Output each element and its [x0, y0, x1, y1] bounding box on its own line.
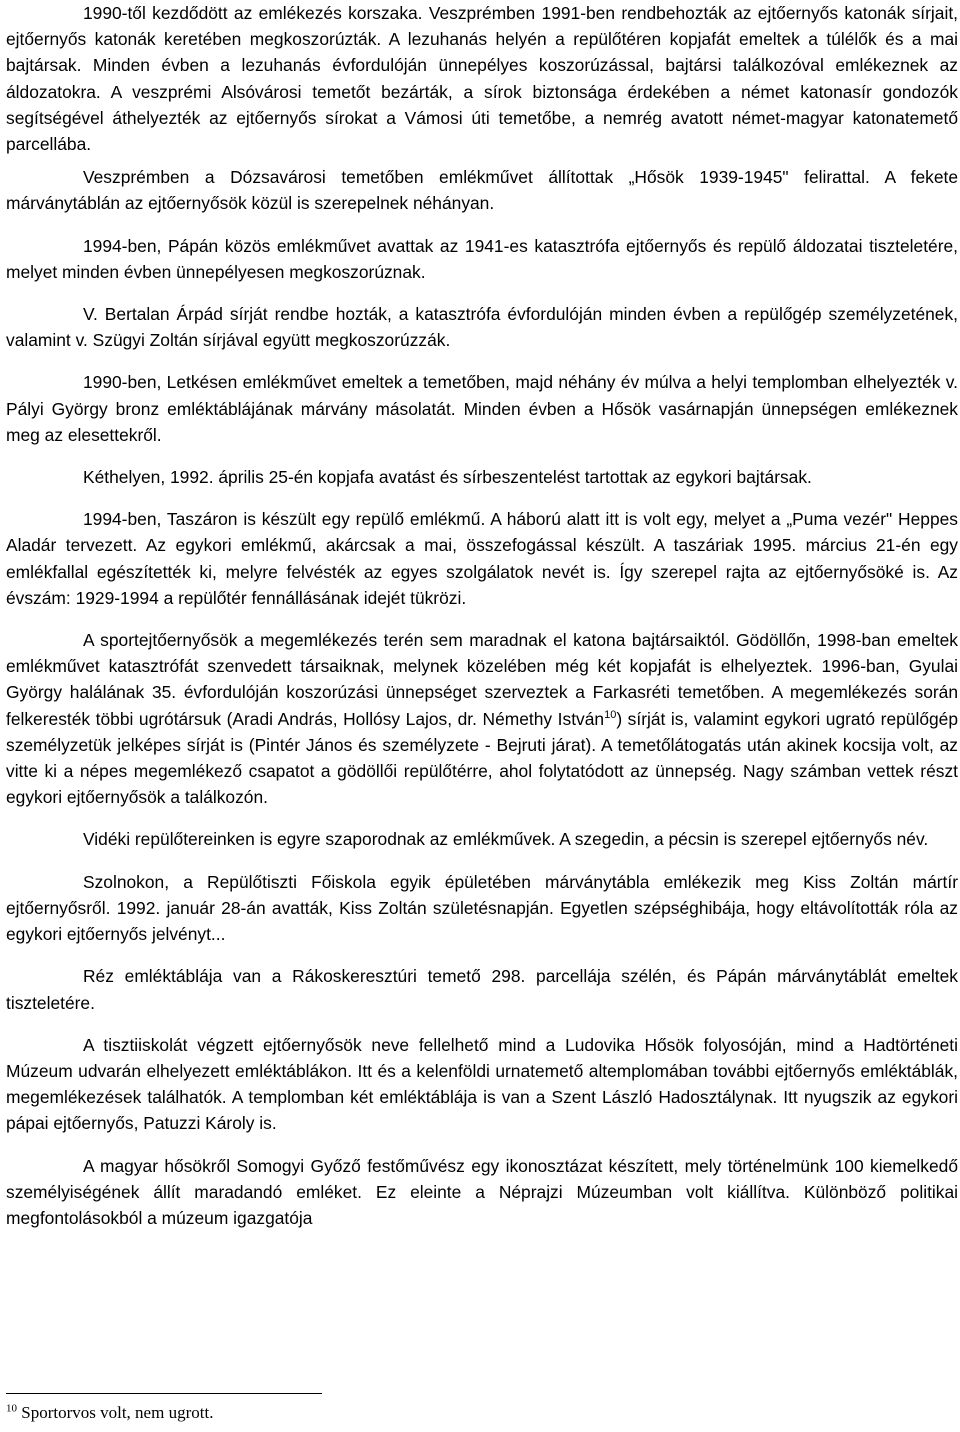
paragraph-taszar: 1994-ben, Taszáron is készült egy repülő emlékmű. A háború alatt itt is volt egy, melyet a „Puma vezér" Heppes Aladár tervezett. Az egykori emlékmű, akárcsak a mai, összefogással készült. A taszáriak 1995. március 21-én egy emlékfallal egészítették ki, melyre felvésték az egyes szolgálatok nevét is. Így szerepel rajta az ejtőernyősöké is. Az évszám: 1929-1994 a repülőtér fennállásának idejét tükrözi. — [6, 509, 958, 608]
document-page — [6, 0, 958, 1231]
footnote-text: Sportorvos volt, nem ugrott. — [21, 1403, 214, 1422]
footnote-reference[interactable]: 10 — [604, 708, 617, 721]
paragraph-bertalan-grave: V. Bertalan Árpád sírját rendbe hozták, a katasztrófa évfordulóján minden évben a repülőgép személyzetének, valamint v. Szügyi Zoltán sírjával együtt megkoszorúzzák. — [6, 304, 958, 351]
paragraph-kethely: Kéthelyen, 1992. április 25-én kopjafa avatást és sírbeszentelést tartottak az egykori bajtársak. — [83, 467, 812, 488]
paragraph-rakoskeresztur: Réz emléktáblája van a Rákoskeresztúri temető 298. parcellája szélén, és Pápán márványtáblát emeltek tiszteletére. — [6, 966, 958, 1013]
footnote-separator — [6, 1393, 322, 1394]
paragraph-rural-airfields: Vidéki repülőtereinken is egyre szaporodnak az emlékművek. A szegedin, a pécsin is szerepel ejtőernyős név. — [83, 829, 929, 850]
paragraph-szolnok: Szolnokon, a Repülőtiszti Főiskola egyik épületében márványtábla emlékezik meg Kiss Zoltán mártír ejtőernyősről. 1992. január 28-án avatták, Kiss Zoltán születésnapján. Egyetlen szépséghibája, hogy eltávolították róla az egykori ejtőernyős jelvényt... — [6, 871, 958, 945]
paragraph-text-after-footnote: ) sírját is, valamint egykori ugrató repülőgép személyzetük jelképes sírját is (Pintér János és személyzete - Bejruti járat). A temetőlátogatás után akinek kocsija volt, az vitte ki a népes megemlékező csapatot a gödöllői repülőtérre, ahol folytatódott az ünnepség. Nagy számban vettek részt egykori ejtőernyősök a találkozón. — [6, 708, 959, 808]
paragraph-text-before-footnote: A sportejtőernyősök a megemlékezés terén sem maradnak el katona bajtársaiktól. Gödöllőn, 1998-ban emeltek emlékművet katasztrófát szenvedett társaiknak, melynek közelében még két kopjafát is elhelyeztek. 1996-ban, Gyulai György halálának 35. évfordulóján koszorúzási ünnepséget szerveztek a Farkasréti temetőben. A megemlékezés során felkeresték többi ugrótársuk (Aradi András, Hollósy Lajos, dr. Némethy István — [6, 630, 958, 729]
paragraph-letkes-memorial: 1990-ben, Letkésen emlékművet emeltek a temetőben, majd néhány év múlva a helyi templomban elhelyezték v. Pályi György bronz emléktáblájának márvány másolatát. Minden évben a Hősök vasárnapján ünnepségen emlékeznek meg az elesettekről. — [6, 372, 958, 445]
paragraph-sport-parachutists — [6, 627, 958, 810]
paragraph-iconostasis: A magyar hősökről Somogyi Győző festőművész egy ikonosztázat készített, mely történelmünk 100 kiemelkedő személyiségének állít maradandó emléket. Ez eleinte a Néprajzi Múzeumban volt kiállítva. Különböző politikai megfontolásokból a múzeum igazgatója — [6, 1155, 958, 1228]
paragraph-dozsavaros-memorial: Veszprémben a Dózsavárosi temetőben emlékművet állítottak „Hősök 1939-1945" felirattal. A fekete márványtáblán az ejtőernyősök közül is szerepelnek néhányan. — [6, 167, 958, 214]
paragraph-papa-memorial: 1994-ben, Pápán közös emlékművet avattak az 1941-es katasztrófa ejtőernyős és repülő áldozatai tiszteletére, melyet minden évben ünnepélyesen megkoszorúznak. — [6, 235, 958, 282]
paragraph-memorial-era: 1990-től kezdődött az emlékezés korszaka. Veszprémben 1991-ben rendbehozták az ejtőernyős katonák sírjait, ejtőernyős katonák keretében megkoszorúzták. A lezuhanás helyén a repülőtéren kopjafát emeltek a túlélők és a mai bajtársak. Minden évben a lezuhanás évfordulóján ünnepélyes koszorúzással, bajtársi találkozóval emlékeznek az áldozatokra. A veszprémi Alsóvárosi temetőt bezárták, a sírok biztonsága érdekében a német katonasír gondozók segítségével áthelyezték az ejtőernyős sírokat a Vámosi úti temetőbe, a nemrég avatott német-magyar katonatemető parcellába. — [6, 3, 958, 155]
footnote-number: 10 — [6, 1402, 17, 1415]
footnote — [6, 1401, 213, 1425]
paragraph-officer-school: A tisztiiskolát végzett ejtőernyősök neve fellelhető mind a Ludovika Hősök folyosóján, mind a Hadtörténeti Múzeum udvarán elhelyezett emléktáblákon. Itt és a kelenföldi urnatemető altemplomában további ejtőernyős emléktáblák, megemlékezések találhatók. A templomban két emléktáblája is van a Szent László Hadosztálynak. Itt nyugszik az egykori pápai ejtőernyős, Patuzzi Károly is. — [6, 1034, 958, 1134]
